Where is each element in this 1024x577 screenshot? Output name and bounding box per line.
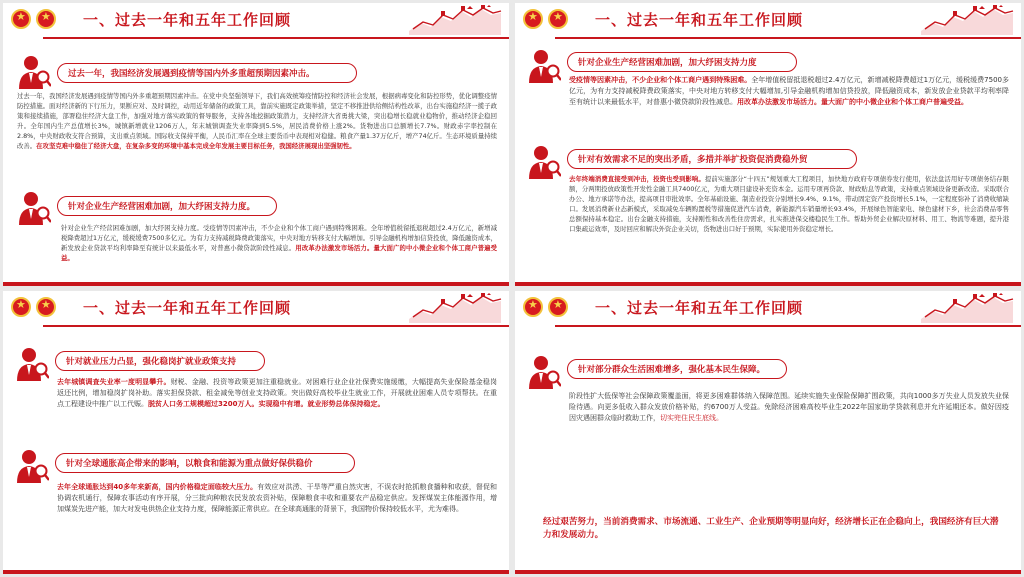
heading-text: 针对企业生产经营困难加剧，加大纾困支持力度: [578, 58, 757, 68]
national-emblem-icon: [548, 9, 568, 29]
slide-header: [3, 291, 509, 325]
slide-title: 一、过去一年和五年工作回顾: [83, 11, 292, 29]
slide-2[interactable]: [515, 3, 1021, 286]
bottom-bar: [515, 282, 1021, 286]
person-search-icon: [15, 345, 49, 383]
person-search-icon: [527, 353, 561, 391]
great-wall-icon: [919, 5, 1015, 35]
person-search-icon: [527, 143, 561, 181]
heading-text: 过去一年，我国经济发展遇到疫情等国内外多重超预期因素冲击。: [68, 69, 315, 79]
person-search-icon: [17, 53, 51, 91]
national-emblem-icon: [548, 297, 568, 317]
party-emblem-icon: [523, 9, 543, 29]
heading-text: 针对全球通胀高企带来的影响，以粮食和能源为重点做好保供稳价: [66, 459, 313, 469]
slide-1[interactable]: [3, 3, 509, 286]
bottom-bar: [3, 282, 509, 286]
person-search-icon: [15, 447, 49, 485]
body-paragraph: 针对企业生产经营困难加剧，加大纾困支持力度。受疫情等因素冲击，不少企业和个体工商户遇到特殊困难。全年增值税留抵退税超过2.4万亿元，新增减税降费超过1万亿元，缓税缓费7500多亿元。为有力支持减税降费政策落实，中央对地方转移支付大幅增加。引导金融机构增加信贷投放，降低融资成本，新发放企业贷款平均利率降至有统计以来最低水平，对普惠小微贷款阶段性减息。用改革办法激发市场活力。量大面广的中小微企业和个体工商户普遍受益。: [61, 224, 498, 262]
body-paragraph: 阶段性扩大低保等社会保障政策覆盖面，将更多困难群体纳入保障范围。延续实施失业保险保障扩围政策，共向1000多万失业人员发放失业保险待遇。向更多低收入群众发放价格补贴，约6700万人受益。免除经济困难高校毕业生2022年国家助学贷款利息并允许延期还本。做好因疫因灾遇困群众临时救助工作，切实兜住民生底线。: [569, 392, 1009, 422]
slide-header: [3, 3, 509, 37]
great-wall-icon: [407, 5, 503, 35]
heading-pill: [567, 149, 857, 169]
body-paragraph: 去年城镇调查失业率一度明显攀升。财税、金融、投资等政策更加注重稳就业。对困难行业企业社保费实施缓缴，大幅提高失业保险基金稳岗返还比例，增加稳岗扩岗补助。落实担保贷款、租金减免等创业支持政策。突出做好高校毕业生就业工作，开展就业困难人员专项帮扶。在重点工程建设中推广以工代赈。脱贫人口务工规模超过3200万人。实现稳中有增。就业形势总体保持稳定。: [57, 378, 498, 408]
slide-title: 一、过去一年和五年工作回顾: [83, 299, 292, 317]
bottom-bar: [515, 570, 1021, 574]
slide-3[interactable]: [3, 291, 509, 574]
header-divider: [43, 37, 509, 39]
heading-pill: [57, 63, 357, 83]
national-emblem-icon: [36, 9, 56, 29]
heading-pill: [567, 359, 787, 379]
heading-pill: [567, 52, 797, 72]
header-divider: [555, 325, 1021, 327]
person-search-icon: [17, 189, 51, 227]
header-divider: [43, 325, 509, 327]
national-emblem-icon: [36, 297, 56, 317]
heading-text: 针对部分群众生活困难增多，强化基本民生保障。: [578, 365, 766, 375]
party-emblem-icon: [11, 297, 31, 317]
slide-header: [515, 291, 1021, 325]
heading-pill: [57, 196, 277, 216]
slide-title: 一、过去一年和五年工作回顾: [595, 299, 804, 317]
slide-header: [515, 3, 1021, 37]
great-wall-icon: [919, 293, 1015, 323]
heading-text: 针对就业压力凸显，强化稳岗扩就业政策支持: [66, 357, 237, 367]
body-paragraph: 去年全球通胀达到40多年来新高，国内价格稳定面临较大压力。有效应对洪涝、干旱等严重自然灾害，不误农时抢抓粮食播种和收获，督促和协调农机通行，保障农事活动有序开展，分三批向种粮农民发放农资补贴，保障粮食丰收和重要农产品稳定供应。发挥煤炭主体能源作用，增加煤炭先进产能，加大对发电供热企业支持力度，保障能源正常供应。在全球高通胀的背景下，我国物价保持较低水平，尤为难得。: [57, 483, 497, 513]
slide-title: 一、过去一年和五年工作回顾: [595, 11, 804, 29]
heading-text: 针对有效需求不足的突出矛盾，多措并举扩投资促消费稳外贸: [578, 155, 808, 165]
body-paragraph: 受疫情等因素冲击，不少企业和个体工商户遇到特殊困难。全年增值税留抵退税超过2.4万亿元，新增减税降费超过1万亿元，缓税缓费7500多亿元，为有力支持减税降费政策落实，中央对地方转移支付大幅增加,引导金融机构增加信贷投放，降低融资成本，新发放企业贷款平均利率降至有统计以来最低水平，对普惠小微贷款阶段性减息。用改革办法激发市场活力。量大面广的中小微企业和个体工商户普遍受益。: [569, 76, 1010, 106]
heading-text: 针对企业生产经营困难加剧，加大纾困支持力度。: [68, 202, 256, 212]
slide-4[interactable]: [515, 291, 1021, 574]
header-divider: [555, 37, 1021, 39]
heading-pill: [55, 351, 265, 371]
party-emblem-icon: [11, 9, 31, 29]
person-search-icon: [527, 47, 561, 85]
body-paragraph: 去年终端消费直接受到冲击，投资也受到影响。提前实施部分“十四五”规划重大工程项目，加快地方政府专项债券发行使用，依法盘活用好专项债务结存限额，分两期投放政策性开发性金融工具7400亿元，为重大项目建设补充资本金。运用专项再贷款、财政贴息等政策，支持重点领域设备更新改造。采取联合办公、地方承诺等办法，提高项目审批效率。全年基础设施、制造业投资分别增长9.4%、9.1%，带动固定资产投资增长5.1%，一定程度弥补了消费收缩缺口。发展消费新业态新模式，采取减免车辆购置税等措施促进汽车消费，新能源汽车销量增长93.4%，开展绿色智能家电、绿色建材下乡，社会消费品零售总额保持基本稳定。出台金融支持措施，支持刚性和改善性住房需求，扎实推进保交楼稳民生工作。帮助外贸企业解决原材料、用工、物流等难题，提升港口集疏运效率，及时回应和解决外资企业关切，货物进出口好于预期，实际使用外资稳定增长。: [569, 175, 1009, 233]
body-paragraph: 过去一年，我国经济发展遇到疫情等国内外多重超预期因素冲击。在党中央坚强领导下，我们高效统筹疫情防控和经济社会发展，根据病毒变化和防控形势，优化调整疫情防控措施。面对经济新的下行压力，果断应对、及时调控，动用近年储备的政策工具，靠前实施既定政策举措，坚定不移推进供给侧结构性改革，出台实施稳经济一揽子政策和接续措施，部署稳住经济大盘工作，加强对地方落实政策的督导服务，支持各地挖掘政策潜力，支持经济大省勇挑大梁，突出稳增长稳就业稳物价，推动经济企稳回升。全年国内生产总值增长3%，城镇新增就业1206万人，年末城镇调查失业率降到5.5%，居民消费价格上涨2%。货物进出口总额增长7.7%。财政赤字率控制在2.8%，中央财政收支符合预算，支出重点领域。国际收支保持平衡，人民币汇率在全球主要货币中表现相对稳健。粮食产量1.37万亿斤，增产74亿斤。生态环境质量持续改善。在攻坚克难中稳住了经济大盘，在复杂多变的环境中基本完成全年发展主要目标任务，我国经济展现出坚强韧性。: [17, 92, 497, 150]
closing-statement: 经过艰苦努力，当前消费需求、市场流通、工业生产、企业预期等明显向好，经济增长正在企稳向上，我国经济有巨大潜力和发展动力。: [543, 517, 999, 540]
party-emblem-icon: [523, 297, 543, 317]
heading-pill: [55, 453, 355, 473]
great-wall-icon: [407, 293, 503, 323]
bottom-bar: [3, 570, 509, 574]
